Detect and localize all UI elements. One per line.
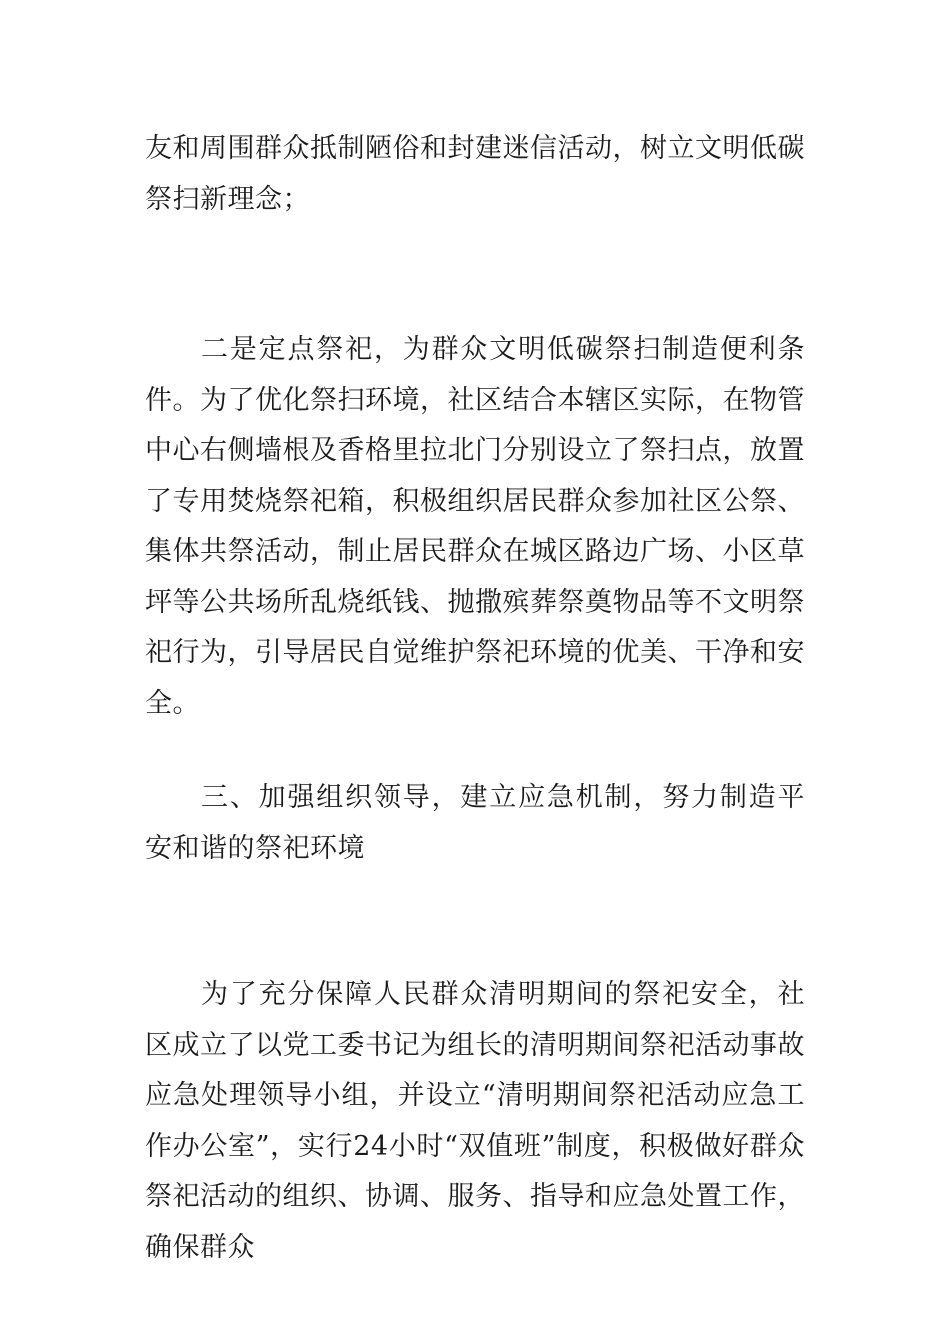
paragraph-emergency-leadership-group: 为了充分保障人民群众清明期间的祭祀安全，社区成立了以党工委书记为组长的清明期间祭祀活动事故应急处理领导小组，并设立“清明期间祭祀活动应急工作办公室”，实行24小时“双值班”制度，积极做好群众祭祀活动的组织、协调、服务、指导和应急处置工作，确保群众 xyxy=(145,979,805,1263)
paragraph-designated-sacrifice-points: 二是定点祭祀，为群众文明低碳祭扫制造便利条件。为了优化祭扫环境，社区结合本辖区实际，在物管中心右侧墙根及香格里拉北门分别设立了祭扫点，放置了专用焚烧祭祀箱，积极组织居民群众参加社区公祭、集体共祭活动，制止居民群众在城区路边广场、小区草坪等公共场所乱烧纸钱、抛撒殡葬祭奠物品等不文明祭祀行为，引导居民自觉维护祭祀环境的优美、干净和安全。 xyxy=(145,334,805,719)
paragraph-civilized-sweeping-concept: 友和周围群众抵制陋俗和封建迷信活动，树立文明低碳祭扫新理念； xyxy=(145,133,805,215)
section-heading-emergency-mechanism: 三、加强组织领导，建立应急机制，努力制造平安和谐的祭祀环境 xyxy=(145,782,805,864)
